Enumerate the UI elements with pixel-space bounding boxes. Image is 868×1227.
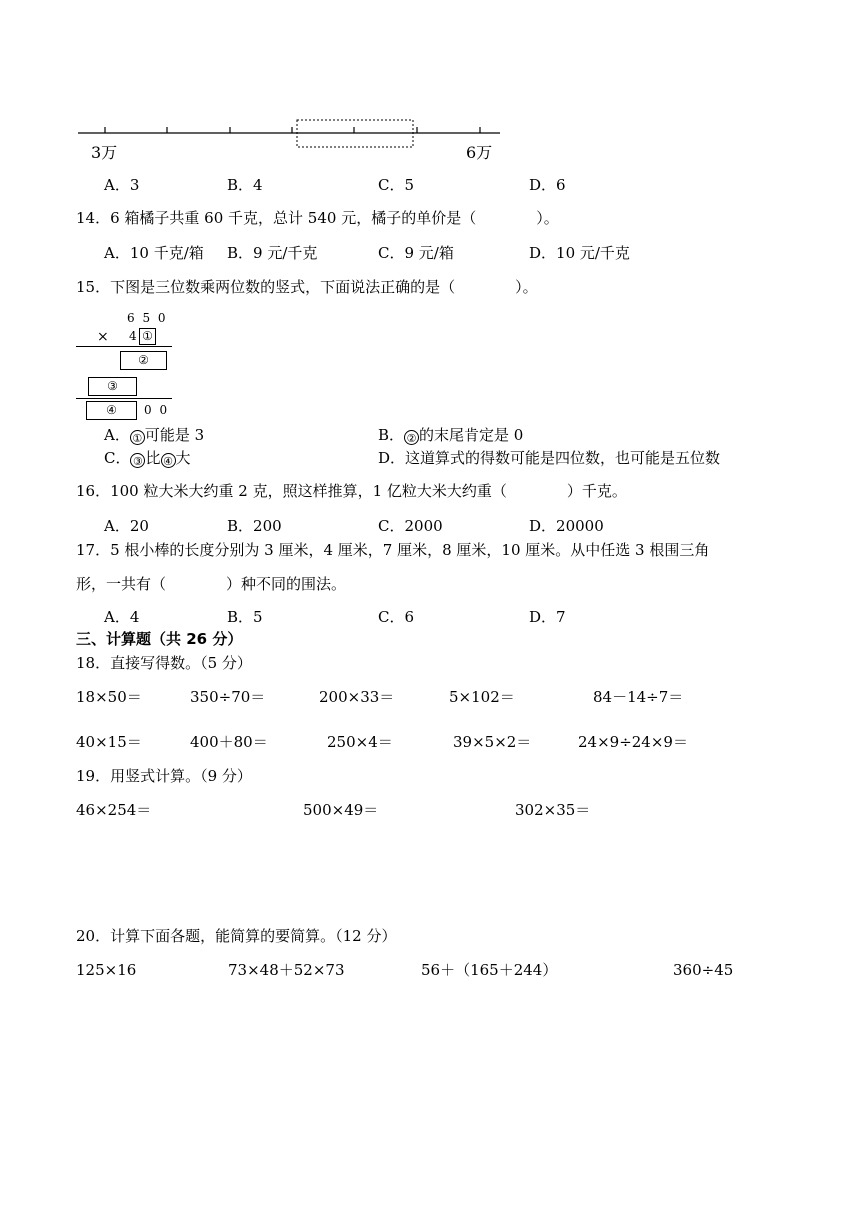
q15-box-2: ②: [120, 351, 167, 370]
section-3-title: 三、计算题（共 26 分）: [76, 630, 243, 648]
q15-option-a: [104, 428, 204, 445]
q16-option-a: A．20: [104, 517, 149, 535]
q15-option-d-text: 这道算式的得数可能是四位数，也可能是五位数: [405, 449, 721, 467]
q17-option-a: A．4: [104, 608, 140, 626]
number-line-left-label: 3万: [91, 143, 118, 162]
q15-box-4: ④: [86, 401, 137, 420]
q18-item: 5×102＝: [449, 688, 515, 706]
q18-item: 24×9÷24×9＝: [578, 733, 688, 751]
q15-multiplier-digit: 4: [129, 329, 137, 343]
q17-option-b: B．5: [227, 608, 263, 626]
number-line-graphic: [0, 0, 868, 160]
q15-option-b-letter: B．: [378, 426, 405, 444]
q18-item: 84－14÷7＝: [593, 688, 684, 706]
q15-option-d-letter: D．: [378, 449, 406, 467]
q20-item: 360÷45: [673, 961, 734, 979]
q13-option-d: D．6: [529, 176, 566, 194]
q14-option-d: D．10 元/千克: [529, 244, 630, 262]
q15-rule-1: [76, 346, 172, 347]
q14-option-b: B．9 元/千克: [227, 244, 318, 262]
q14-stem: 14．6 箱橘子共重 60 千克，总计 540 元，橘子的单价是（ ）。: [76, 209, 559, 227]
q17-stem-line-2: 形，一共有（ ）种不同的围法。: [76, 575, 347, 593]
q18-item: 350÷70＝: [190, 688, 266, 706]
q18-item: 200×33＝: [319, 688, 395, 706]
q18-item: 39×5×2＝: [453, 733, 532, 751]
q15-box-3: ③: [88, 377, 137, 396]
q20-title: 20．计算下面各题，能简算的要简算。（12 分）: [76, 927, 397, 945]
q13-option-c: C．5: [378, 176, 415, 194]
q19-title: 19．用竖式计算。（9 分）: [76, 767, 252, 785]
q13-option-a: A．3: [104, 176, 140, 194]
q15-multiplicand: 6 5 0: [127, 311, 168, 325]
q17-option-d: D．7: [529, 608, 566, 626]
q17-stem-line-1: 17．5 根小棒的长度分别为 3 厘米，4 厘米，7 厘米，8 厘米，10 厘米。从中任选 3 根围三角: [76, 541, 710, 559]
q13-option-b: B．4: [227, 176, 263, 194]
q15-stem: 15．下图是三位数乘两位数的竖式，下面说法正确的是（ ）。: [76, 278, 538, 296]
q15-option-c-circle: ③: [130, 453, 145, 468]
q20-item: 56＋（165＋244）: [421, 961, 558, 979]
q14-option-a: A．10 千克/箱: [104, 244, 204, 262]
q15-option-b: [378, 428, 523, 445]
q15-option-b-circle: ②: [404, 430, 419, 445]
q16-option-c: C．2000: [378, 517, 443, 535]
q18-item: 250×4＝: [327, 733, 393, 751]
q18-item: 400＋80＝: [190, 733, 268, 751]
q15-option-c: [104, 451, 191, 468]
q19-item: 302×35＝: [515, 801, 591, 819]
q18-item: 40×15＝: [76, 733, 142, 751]
q15-option-c-letter: C．: [104, 449, 131, 467]
q19-item: 46×254＝: [76, 801, 152, 819]
q15-option-b-text: 的末尾肯定是 0: [419, 426, 524, 444]
q14-option-c: C．9 元/箱: [378, 244, 454, 262]
q15-box-1: ①: [139, 328, 156, 345]
q20-item: 125×16: [76, 961, 137, 979]
q15-option-d: [378, 451, 720, 466]
q18-item: 18×50＝: [76, 688, 142, 706]
q15-option-a-text: 可能是 3: [144, 426, 205, 444]
q15-times-sign: ×: [97, 329, 109, 345]
q18-title: 18．直接写得数。（5 分）: [76, 654, 252, 672]
q15-option-a-letter: A．: [104, 426, 130, 444]
q20-item: 73×48＋52×73: [228, 961, 345, 979]
q15-tail-digits: 0 0: [144, 403, 170, 417]
q16-stem: 16．100 粒大米大约重 2 克，照这样推算，1 亿粒大米大约重（ ）千克。: [76, 482, 627, 500]
q19-item: 500×49＝: [303, 801, 379, 819]
q15-option-a-circle: ①: [130, 430, 145, 445]
q16-option-d: D．20000: [529, 517, 604, 535]
q17-option-c: C．6: [378, 608, 415, 626]
number-line-right-label: 6万: [466, 143, 493, 162]
q15-option-c-circle-2: ④: [161, 453, 176, 468]
q16-option-b: B．200: [227, 517, 282, 535]
q15-option-c-mid: 比: [145, 449, 161, 467]
q15-option-c-text: 大: [175, 449, 191, 467]
q15-rule-2: [76, 398, 172, 399]
